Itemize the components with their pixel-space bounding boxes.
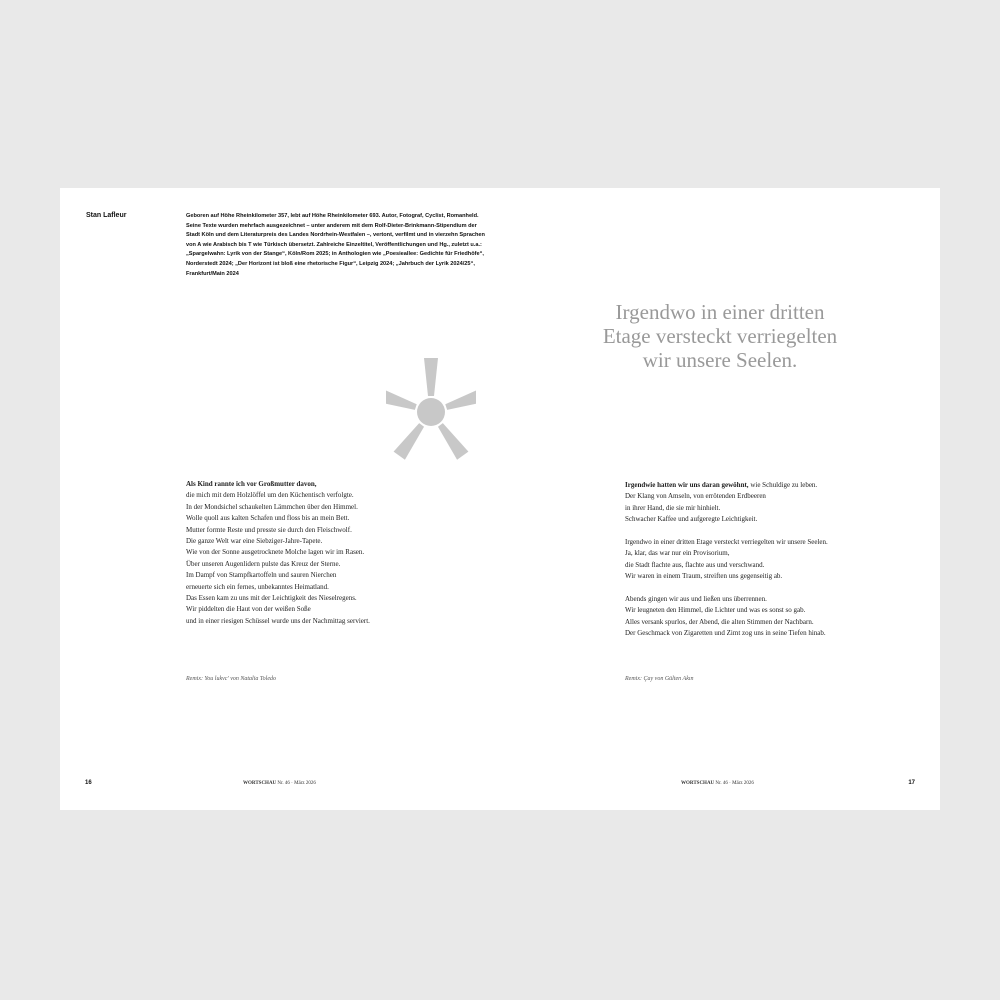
poem-line: Wolle quoll aus kalten Schafen und floss bis an mein Bett.	[186, 514, 350, 523]
issue-info: Nr. 46 · März 2026	[714, 781, 754, 786]
poem-stanza	[625, 537, 895, 583]
poem-line: die mich mit dem Holzlöffel um den Küchentisch verfolgte.	[186, 491, 354, 500]
poem-line: erneuerte sich ein fernes, unbekanntes Heimatland.	[186, 582, 329, 591]
poem-first-line	[625, 480, 895, 491]
poem-line: Mutter formte Reste und presste sie durch den Fleischwolf.	[186, 525, 352, 534]
pull-quote	[580, 300, 860, 372]
poem-line: Wir waren in einem Traum, streiften uns gegenseitig ab.	[625, 572, 783, 581]
magazine-spread	[60, 188, 940, 810]
poem-line: Die ganze Welt war eine Siebziger-Jahre-Tapete.	[186, 537, 323, 546]
poem-line: In der Mondsichel schaukelten Lämmchen über den Himmel.	[186, 502, 358, 511]
poem-line: in ihrer Hand, die sie mir hinhielt.	[625, 503, 721, 512]
poem-line: Der Klang von Amseln, von errötenden Erdbeeren	[625, 492, 766, 501]
poem-line: Das Essen kam zu uns mit der Leichtigkeit des Nieselregens.	[186, 594, 357, 603]
poem-line: Über unseren Augenlidern pulste das Kreuz der Sterne.	[186, 559, 341, 568]
issue-info: Nr. 46 · März 2026	[276, 781, 316, 786]
asterisk-ornament	[386, 354, 476, 472]
author-name: Stan Lafleur	[86, 212, 127, 219]
magazine-name: WORTSCHAU	[681, 781, 715, 786]
poem-line: Schwacher Kaffee und aufgeregte Leichtigkeit.	[625, 515, 758, 524]
poem-lead-bold: Irgendwie hatten wir uns daran gewöhnt,	[625, 481, 749, 489]
poem-line: Wir leugneten den Himmel, die Lichter und was es sonst so gab.	[625, 606, 806, 615]
poem-line: Alles versank spurlos, der Abend, die alten Stimmen der Nachbarn.	[625, 617, 814, 626]
poem-line: Im Dampf von Stampfkartoffeln und sauren Nierchen	[186, 571, 337, 580]
remix-credit: Remix: Çay von Gülten Akın	[625, 676, 694, 682]
page-number-right: 17	[908, 780, 915, 786]
poem-line: Irgendwo in einer dritten Etage versteckt verriegelten wir unsere Seelen.	[625, 538, 828, 547]
poem-lines	[625, 491, 895, 525]
poem-right	[625, 480, 895, 651]
page-number-left: 16	[85, 780, 92, 786]
poem-line: Der Geschmack von Zigaretten und Zimt zog uns in seine Tiefen hinab.	[625, 629, 826, 638]
author-bio: Geboren auf Höhe Rheinkilometer 357, lebt auf Höhe Rheinkilometer 693. Autor, Fotograf, Cyclist, Romanheld. Seine Texte wurden mehrfach ausgezeichnet – unter anderem mit dem Rolf-Dieter-Brinkmann-Stipendium der Stadt Köln und dem Literaturpreis des Landes Nordrhein-Westfalen –, vertont, verfilmt und in vierzehn Sprachen von A wie Arabisch bis T wie Türkisch übersetzt. Zahlreiche Einzeltitel, Veröffentlichungen und Hg., zuletzt u.a.: „Spargelwahn: Lyrik von der Stange“, Köln/Rom 2025; in Anthologien wie „Poesieallee: Gedichte für Friedhöfe“, Norderstedt 2024; „Der Horizont ist bloß eine rhetorische Figur“, Leipzig 2024; „Jahrbuch der Lyrik 2024/25“, Frankfurt/Main 2024	[186, 213, 485, 277]
pull-quote-line: Irgendwo in einer dritten	[615, 300, 825, 324]
poem-lines	[186, 490, 436, 627]
poem-left	[186, 479, 436, 627]
poem-line: Wie von der Sonne ausgetrocknete Molche lagen wir im Rasen.	[186, 548, 365, 557]
pull-quote-line: Etage versteckt verriegelten	[602, 324, 838, 348]
running-footer-left	[243, 781, 316, 786]
poem-line: Abends gingen wir aus und ließen uns überrennen.	[625, 595, 767, 604]
poem-stanza	[625, 480, 895, 526]
poem-first-line: Als Kind rannte ich vor Großmutter davon,	[186, 480, 317, 488]
pull-quote-line: wir unsere Seelen.	[642, 348, 798, 372]
poem-lead-rest: wie Schuldige zu leben.	[748, 481, 818, 489]
poem-line: die Stadt flachte aus, flachte aus und verschwand.	[625, 560, 765, 569]
poem-stanza	[625, 594, 895, 640]
magazine-name: WORTSCHAU	[243, 781, 277, 786]
running-footer-right	[681, 781, 754, 786]
poem-line: und in einer riesigen Schüssel wurde uns der Nachmittag serviert.	[186, 616, 370, 625]
remix-credit: Remix: You lukvc' von Natalia Toledo	[186, 676, 276, 682]
poem-line: Wir piddelten die Haut von der weißen Soße	[186, 605, 311, 614]
poem-line: Ja, klar, das war nur ein Provisorium,	[625, 549, 730, 558]
